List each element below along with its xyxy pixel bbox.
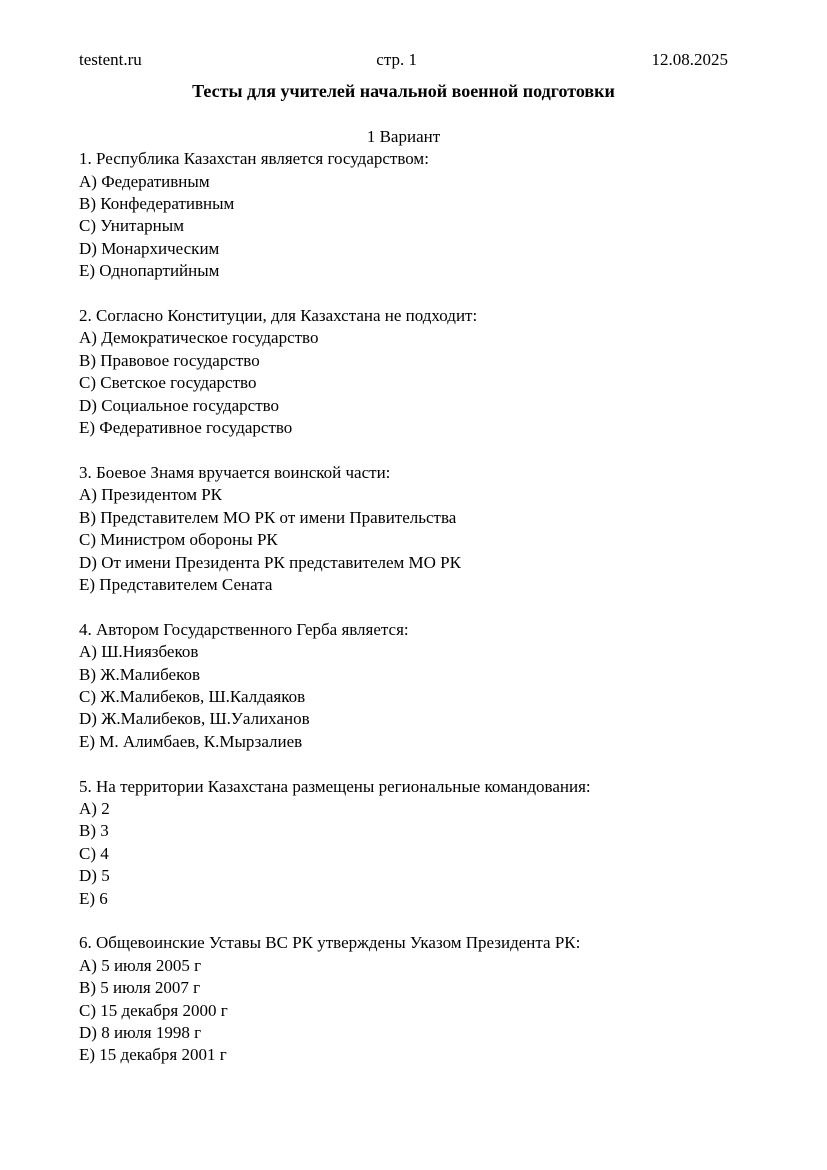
answer-option: C) Министром обороны РК: [79, 530, 278, 550]
answer-option: D) Ж.Малибеков, Ш.Уалиханов: [79, 709, 310, 729]
answer-option: C) Ж.Малибеков, Ш.Калдаяков: [79, 686, 306, 706]
question-block: [79, 148, 728, 282]
page-header: [79, 49, 728, 71]
answer-option: A) 2: [79, 798, 110, 818]
variant-heading: 1 Вариант: [366, 126, 441, 146]
answer-option: B) 3: [79, 821, 109, 841]
answer-option: C) Унитарным: [79, 216, 184, 236]
answer-option: E) Федеративное государство: [79, 418, 293, 438]
question-block: [79, 462, 728, 596]
answer-option: A) Президентом РК: [79, 485, 223, 505]
questions-list: [79, 148, 728, 1067]
site-name: testent.ru: [79, 50, 142, 69]
question-block: [79, 305, 728, 439]
question-block: [79, 619, 728, 753]
answer-option: A) Федеративным: [79, 171, 210, 191]
answer-option: C) 4: [79, 843, 109, 863]
answer-option: E) Представителем Сената: [79, 574, 273, 594]
answer-option: A) 5 июля 2005 г: [79, 955, 202, 975]
answer-option: E) М. Алимбаев, К.Мырзалиев: [79, 731, 303, 751]
question-block: [79, 932, 728, 1066]
answer-option: B) Конфедеративным: [79, 194, 235, 214]
answer-option: D) Монархическим: [79, 238, 220, 258]
answer-option: E) 6: [79, 888, 108, 908]
answer-option: B) 5 июля 2007 г: [79, 978, 201, 998]
header-date: 12.08.2025: [651, 50, 728, 69]
question-text: 4. Автором Государственного Герба является:: [79, 619, 409, 639]
question-text: 2. Согласно Конституции, для Казахстана не подходит:: [79, 306, 478, 326]
answer-option: D) Социальное государство: [79, 395, 280, 415]
answer-option: E) Однопартийным: [79, 261, 220, 281]
answer-option: D) От имени Президента РК представителем МО РК: [79, 552, 461, 572]
answer-option: B) Ж.Малибеков: [79, 664, 201, 684]
page-number: стр. 1: [376, 50, 417, 69]
answer-option: E) 15 декабря 2001 г: [79, 1045, 227, 1065]
answer-option: B) Правовое государство: [79, 350, 260, 370]
question-text: 5. На территории Казахстана размещены региональные командования:: [79, 776, 591, 796]
question-text: 3. Боевое Знамя вручается воинской части:: [79, 462, 391, 482]
answer-option: A) Демократическое государство: [79, 328, 319, 348]
question-text: 1. Республика Казахстан является государством:: [79, 149, 429, 169]
answer-option: D) 5: [79, 866, 110, 886]
question-block: [79, 776, 728, 910]
page-title: Тесты для учителей начальной военной подготовки: [192, 81, 615, 102]
answer-option: D) 8 июля 1998 г: [79, 1022, 202, 1042]
answer-option: B) Представителем МО РК от имени Правительства: [79, 507, 457, 527]
answer-option: A) Ш.Ниязбеков: [79, 642, 199, 662]
answer-option: C) 15 декабря 2000 г: [79, 1000, 228, 1020]
question-text: 6. Общевоинские Уставы ВС РК утверждены Указом Президента РК:: [79, 933, 581, 953]
answer-option: C) Светское государство: [79, 373, 257, 393]
